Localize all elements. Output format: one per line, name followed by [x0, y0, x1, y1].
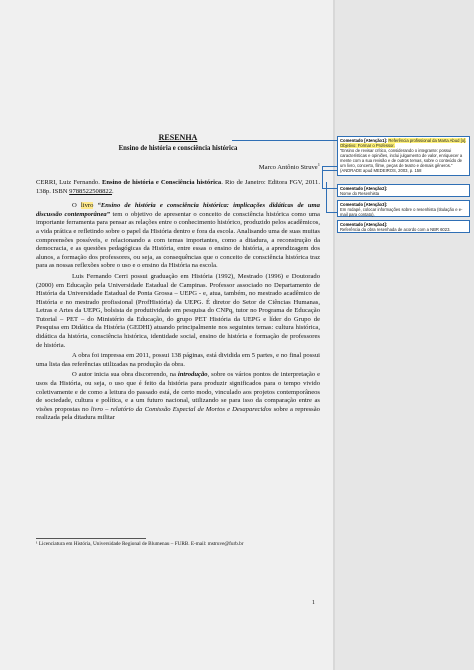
- comment-header: Comentado [Atenção4]:: [340, 222, 388, 227]
- bibliographic-reference: [36, 179, 320, 196]
- comment-connector: [322, 166, 323, 188]
- ref-isbn: 9788522508822: [69, 187, 113, 195]
- paragraph-4: [36, 371, 320, 423]
- review-subtitle: Ensino de história e consciência histórica: [118, 144, 238, 152]
- highlighted-word[interactable]: livro: [80, 202, 94, 210]
- footnote-marker[interactable]: 1: [317, 162, 320, 168]
- comment-connector: [326, 182, 327, 212]
- ref-title: Ensino de história e Consciência histórica: [101, 178, 222, 186]
- p1-start: O: [72, 202, 81, 210]
- comment-text: Nome do Resenhista: [340, 191, 380, 196]
- paragraph-1: [36, 202, 320, 271]
- review-title: RESENHA: [158, 133, 198, 142]
- comment-connector: [322, 188, 337, 189]
- comment-box-3[interactable]: [337, 200, 470, 217]
- comment-text: Referência da obra resenhada de acordo com a NBR 6023.: [340, 227, 451, 232]
- author-name: Marco Antônio Struve: [258, 164, 318, 172]
- comments-pane: [335, 0, 474, 670]
- document-body: [36, 134, 320, 423]
- footnote: ¹ Licenciatura em História, Universidade Regional de Blumenau – FURB. E-mail: mstruve@furb.br: [36, 541, 244, 547]
- page-number: 1: [312, 600, 315, 606]
- comment-text: Em rodapé, colocar informações sobre o resenhista (titulação e e-mail para contato).: [340, 207, 463, 217]
- comment-connector: [232, 140, 337, 141]
- p4-b: , sobre os vários pontos de interpretação e usos da História, ou seja, o uso que é feito da história para produzir significados para o tempo vivido coletivamente e de como a leitura do passado está, de certo modo, vinculado aos projetos contemporâneos de sociedade, cultura e política, e a um futuro nacional, utilizando se para isso da comparação entre as visões propostas no: [36, 371, 320, 413]
- comment-text: “Ensino de revisar crítico, considerando o integrante: possui características e opiniões, inclui julgamento de valor, enriquecer a mente com a sua revisão e de outros temas, sobre o conteúdo de um livro, concerto, filme, peças de teatro e demais gêneros.” (ANDRADE apud MEDEIROS, 2003, p. 158: [340, 148, 463, 173]
- comment-header: Comentado [Atenção1]:: [340, 138, 388, 143]
- report-title: livro – relatório da Comissão Especial de Mortos e Desaparecidos: [90, 405, 272, 413]
- ref-publisher: . Rio de Janeiro: Editora FGV, 2011. 138p. ISBN: [36, 178, 320, 195]
- p4-a: O autor inicia sua obra discorrendo, na: [72, 371, 178, 379]
- p1-rest: tem o objetivo de apresentar o conceito de consciência histórica como uma importante ferramenta para pensar as relações entre o conhecimento histórico, produzido pelos acadêmicos, a vida prática e refletindo sobre o papel da História dentro e fora da escola. Analisando uma de suas muitas compreensões possíveis, e relacionando a com temas importantes, como a ditadura, a reconstrução da democracia, e as questões pedagógicas da História, entre essas o ensino de história, a aprendizagem dos alunos, a formação dos professores, ou seja, as consequências que o conceito de consciência histórica traz para as nossas reflexões sobre o uso e o ensino da História na escola.: [36, 210, 320, 270]
- comment-highlight: Referência profissional da Marta Abud [o]. Objetivo: Formar o Professor.: [340, 138, 467, 148]
- ref-author: CERRI, Luiz Fernando.: [36, 178, 102, 186]
- comment-header: Comentado [Atenção2]:: [340, 186, 388, 191]
- paragraph-3: A obra foi impressa em 2011, possui 138 páginas, está dividida em 5 partes, e no final possui uma lista das referências utilizadas na produção da obra.: [36, 352, 320, 368]
- page-edge: [333, 0, 335, 670]
- comment-box-4[interactable]: [337, 220, 470, 233]
- comment-box-2[interactable]: [337, 184, 470, 197]
- comment-connector: [322, 166, 337, 167]
- p4-c: sobre a repressão realizada pela ditadura militar: [36, 405, 320, 422]
- intro-word: introdução: [177, 371, 208, 379]
- footnote-separator: [36, 538, 146, 539]
- author-line: [36, 161, 320, 173]
- comment-header: Comentado [Atenção3]:: [340, 202, 388, 207]
- comment-box-1[interactable]: [337, 136, 470, 176]
- comment-connector: [322, 170, 337, 171]
- book-title-italic: “Ensino de história e consciência histórica: implicações didáticas de uma discussão contemporânea”: [36, 202, 320, 218]
- ref-end: .: [112, 187, 114, 195]
- comment-connector: [326, 212, 337, 213]
- paragraph-2: Luis Fernando Cerri possui graduação em História (1992), Mestrado (1996) e Doutorado (2000) em Educação pela Universidade Estadual de Campinas. Professor associado no Departamento de História da Universidade Estadual de Ponta Grossa – UEPG - e, atua, também, no mestrado acadêmico de História e no mestrado profissional (ProfHistória) da UEPG. É diretor do Setor de Ciências Humanas, Letras e Artes da UEPG, bolsista de produtividade em pesquisa do CNPq, tutor no Programa de Educação Tutorial – PET – do Ministério da Educação, do grupo PET História da UEPG e líder do Grupo de Pesquisa em Didática da História (GEDHI) atuando principalmente nos seguintes temas: cultura histórica, didática da história, consciência histórica, identidade social, ensino de história e formação de professores de história.: [36, 272, 320, 349]
